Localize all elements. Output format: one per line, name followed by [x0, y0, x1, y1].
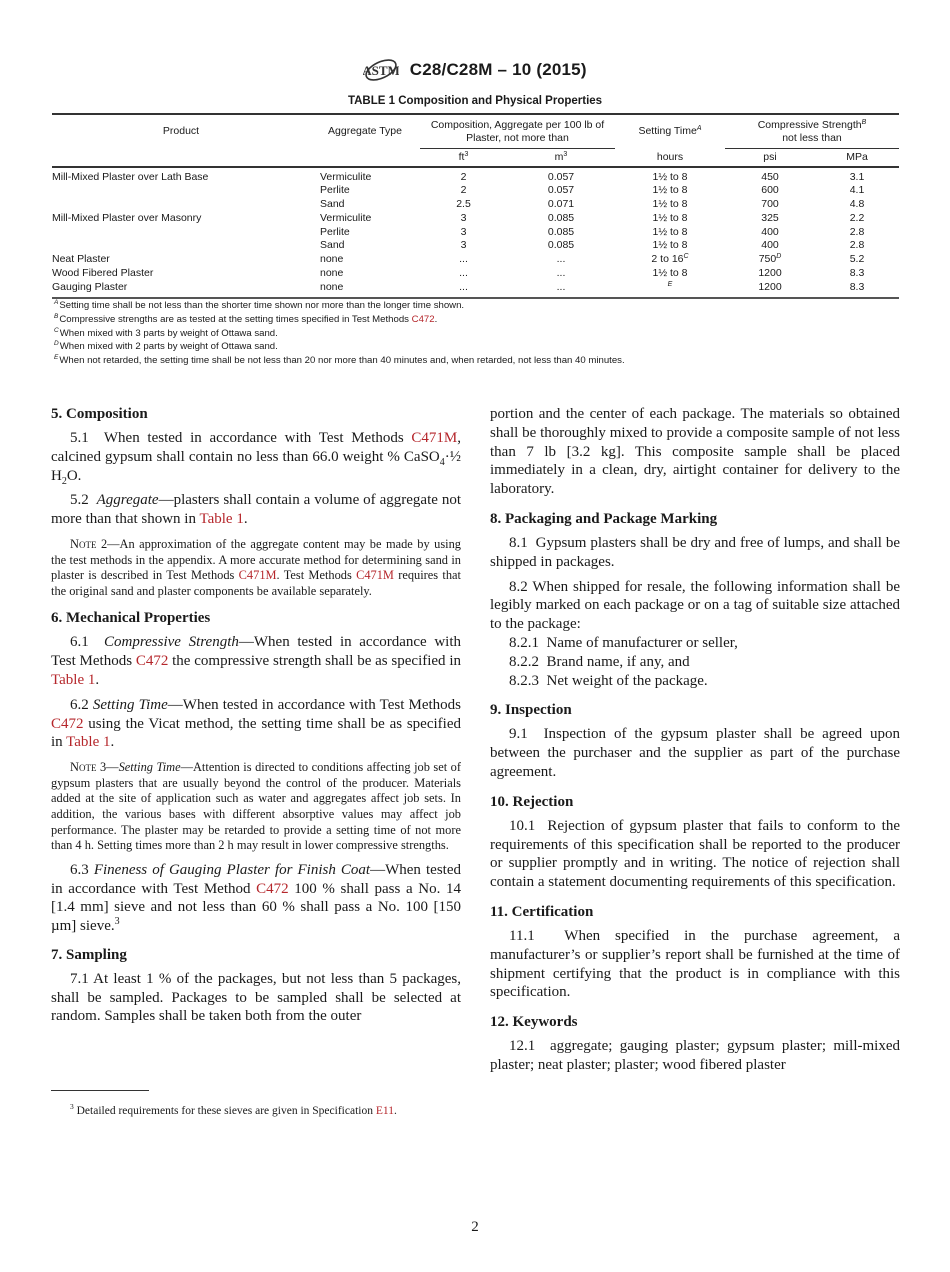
table-note-c: $^C$When mixed with 3 parts by weight of Ottawa sand.	[54, 326, 278, 339]
table-note-b: $^B$Compressive strengths are as tested at the setting times specified in Test Methods C472.	[54, 312, 438, 325]
table-note-e: $^E$When not retarded, the setting time shall be not less than 20 nor more than 40 minutes and, when retarded, not less than 40 minutes.	[54, 354, 625, 367]
list-item-8-2-1: 8.2.1 Name of manufacturer or seller,	[509, 634, 738, 651]
composition-properties-table	[52, 113, 899, 299]
astm-logo-icon	[363, 55, 399, 85]
standard-designation: C28/C28M – 10 (2015)	[409, 60, 587, 79]
col-header-compressive-strength: Compressive Strength$^B$ not less than	[725, 114, 899, 149]
section-heading-mechanical-properties: 6. Mechanical Properties	[51, 610, 211, 627]
section-heading-inspection: 9. Inspection	[490, 702, 572, 719]
table-row: Sand 3 0.085 1½ to 8 400 2.8	[320, 239, 865, 252]
list-item-8-2-3: 8.2.3 Net weight of the package.	[509, 672, 708, 689]
section-heading-sampling: 7. Sampling	[51, 946, 127, 963]
section-heading-composition: 5. Composition	[51, 406, 148, 422]
table-title: TABLE 1 Composition and Physical Properties	[347, 95, 603, 107]
table-row: Perlite 3 0.085 1½ to 8 400 2.8	[320, 225, 865, 238]
section-heading-keywords: 12. Keywords	[490, 1014, 578, 1031]
table-row: Gauging Plaster none ... ... $^E$ 1200 8.3	[52, 281, 899, 298]
unit-hours: hours	[615, 149, 725, 167]
paragraph-7-1-continued: portion and the center of each package. The materials so obtained shall be thoroughly mixed to provide a composite sample of not less than 7 lb [3.2 kg]. This composite sample shall be placed immediately in a clean, dry, airtight container for delivery to the laboratory.	[490, 406, 900, 498]
link-e11[interactable]: E11	[375, 1104, 394, 1117]
paragraph-5-2: 5.2 Aggregate—plasters shall contain a volume of aggregate not more than that shown in Table 1.	[51, 492, 461, 528]
unit-mpa: MPa	[815, 149, 899, 167]
note-3: Note 3—Setting Time—Attention is directed to conditions affecting job set of gypsum plasters that are usually beyond the control of the producer. Materials added at the site of application such as water and aggregates affect job sets. In addition, the various bases with different absorptive values may affect job performance. The plaster may be retarded to provide a setting time of not more than 4 h. Setting times more than 2 h may result in lower compressive strengths.	[51, 760, 462, 853]
table-footnotes	[54, 299, 894, 368]
link-c471m[interactable]: C471M	[238, 568, 277, 583]
table-row: Wood Fibered Plaster none ... ... 1½ to 8 1200 8.3	[52, 267, 865, 280]
paragraph-11-1: 11.1 When specified in the purchase agreement, a manufacturer’s or supplier’s report shall be furnished at the time of shipment certifying that the product is in compliance with this specification.	[490, 927, 900, 1001]
svg-text:ASTM: ASTM	[363, 63, 400, 78]
document-header	[0, 55, 950, 85]
page-number: 2	[471, 1219, 479, 1235]
col-header-setting-time: Setting Time$^A$	[615, 114, 725, 149]
link-c471m[interactable]: C471M	[356, 568, 394, 583]
unit-psi: psi	[725, 149, 815, 167]
table-note-a: $^A$Setting time shall be not less than the shorter time shown nor more than the longer time shown.	[54, 299, 465, 311]
paragraph-6-1: 6.1 Compressive Strength—When tested in accordance with Test Methods C472 the compressive strength shall be as specified in Table 1.	[51, 634, 462, 688]
list-item-8-2-2: 8.2.2 Brand name, if any, and	[509, 653, 690, 670]
section-heading-rejection: 10. Rejection	[490, 793, 574, 810]
table-row: Sand 2.5 0.071 1½ to 8 700 4.8	[320, 198, 865, 211]
paragraph-9-1: 9.1 Inspection of the gypsum plaster shall be agreed upon between the purchaser and the supplier as part of the purchase agreement.	[490, 726, 901, 780]
col-header-product: Product	[52, 114, 310, 149]
table-row: Perlite 2 0.057 1½ to 8 600 4.1	[320, 184, 865, 197]
paragraph-10-1: 10.1 Rejection of gypsum plaster that fails to conform to the requirements of this specification shall be reported to the producer or supplier promptly and in writing. The notice of rejection shall contain a statement documenting requirements of this specification.	[490, 817, 900, 891]
table-units-row	[52, 149, 899, 167]
link-c472[interactable]: C472	[411, 313, 435, 325]
section-heading-packaging: 8. Packaging and Package Marking	[490, 510, 718, 527]
link-c471m[interactable]: C471M	[411, 430, 458, 446]
paragraph-7-1: 7.1 At least 1 % of the packages, but not less than 5 packages, shall be sampled. Packages to be sampled shall be selected at random. Samples shall be taken both from the outer	[51, 970, 461, 1025]
note-2: Note 2—An approximation of the aggregate content may be made by using the test methods in the appendix. A more accurate method for determining sand in plaster is described in Test Methods C471M. Test Methods C471M requires that the original sand and plaster components be available separately.	[51, 536, 461, 598]
table-note-d: $^D$When mixed with 2 parts by weight of Ottawa sand.	[54, 340, 278, 353]
link-table-1[interactable]: Table 1	[51, 671, 96, 688]
table-row: Mill-Mixed Plaster over Masonry Vermiculite 3 0.085 1½ to 8 325 2.2	[52, 211, 865, 224]
paragraph-5-1: 5.1 When tested in accordance with Test Methods C471M, calcined gypsum shall contain no less than 66.0 weight % CaSO$_4$·½ $H_2O$.	[51, 430, 461, 487]
paragraph-12-1: 12.1 aggregate; gauging plaster; gypsum plaster; mill-mixed plaster; neat plaster; plaster; wood fibered plaster	[490, 1038, 901, 1073]
unit-ft3: $ft^3$	[420, 149, 507, 167]
link-c472[interactable]: C472	[256, 880, 289, 897]
link-table-1[interactable]: Table 1	[66, 734, 111, 751]
link-c472[interactable]: C472	[135, 653, 169, 670]
section-heading-certification: 11. Certification	[490, 903, 594, 920]
table-row: Neat Plaster none ... ... 2 to $16^C$ $750^D$ 5.2	[52, 253, 865, 266]
unit-m3: $m^3$	[507, 149, 615, 167]
right-column	[490, 405, 900, 1075]
footnote-ref-3[interactable]: 3	[114, 916, 120, 928]
link-table-1[interactable]: Table 1	[199, 511, 244, 528]
paragraph-8-1: 8.1 Gypsum plasters shall be dry and free of lumps, and shall be shipped in packages.	[490, 534, 900, 570]
link-c472[interactable]: C472	[51, 715, 84, 732]
col-header-composition: Composition, Aggregate per 100 lb of Plaster, not more than	[420, 114, 615, 149]
footnote-3: $^3$ Detailed requirements for these sieves are given in Specification E11.	[70, 1102, 397, 1117]
paragraph-8-2: 8.2 When shipped for resale, the following information shall be legibly marked on each package or on a tag of suitable size attached to the package:	[490, 578, 900, 633]
footnote-divider	[51, 1090, 149, 1091]
left-column	[51, 405, 461, 1026]
paragraph-6-2: 6.2 Setting Time—When tested in accordance with Test Methods C472 using the Vicat method, the setting time shall be as specified in Table 1.	[51, 696, 461, 751]
col-header-aggregate-type: Aggregate Type	[310, 114, 420, 149]
table-row: Mill-Mixed Plaster over Lath Base Vermiculite 2 0.057 1½ to 8 450 3.1	[52, 170, 865, 183]
paragraph-6-3: 6.3 Fineness of Gauging Plaster for Finish Coat—When tested in accordance with Test Method C472 100 % shall pass a No. 14 [1.4 mm] sieve and not less than 60 % shall pass a No. 100 [150 µm] sieve.$^3$	[51, 861, 461, 935]
table-header-row	[52, 114, 899, 149]
